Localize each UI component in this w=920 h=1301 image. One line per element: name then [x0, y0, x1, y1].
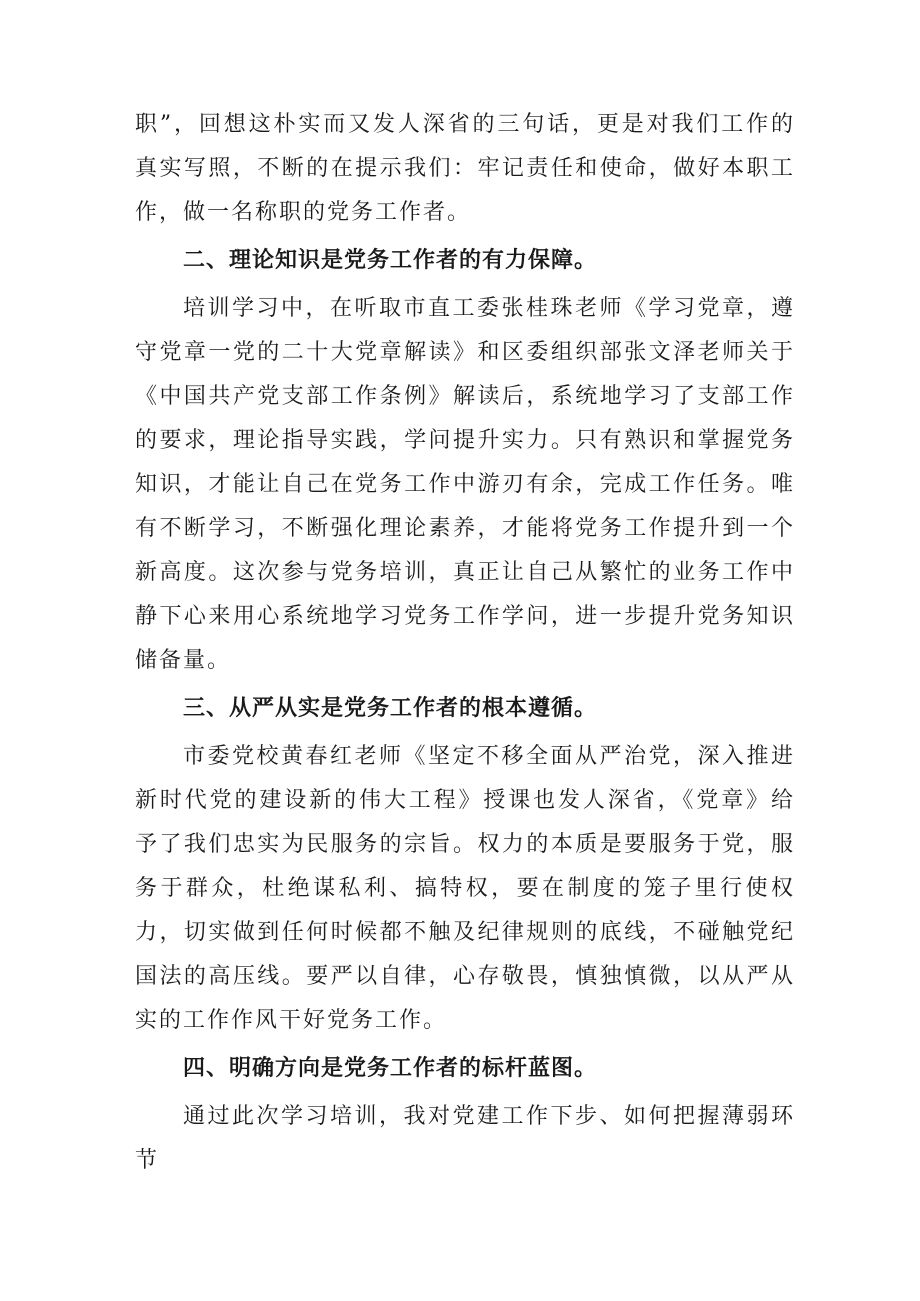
section-heading-3: 三、从严从实是党务工作者的根本遵循。: [183, 696, 598, 721]
paragraph-continuation: 职”，回想这朴实而又发人深省的三句话，更是对我们工作的真实写照，不断的在提示我们：牢记责任和使命，做好本职工作，做一名称职的党务工作者。: [135, 112, 795, 225]
paragraph-section-4: 通过此次学习培训，我对党建工作下步、如何把握薄弱环节: [135, 1104, 795, 1173]
document-page: [135, 103, 795, 1183]
section-heading-4: 四、明确方向是党务工作者的标杆蓝图。: [183, 1056, 598, 1081]
section-heading-2: 二、理论知识是党务工作者的有力保障。: [183, 248, 598, 273]
paragraph-section-3: 市委党校黄春红老师《坚定不移全面从严治党，深入推进新时代党的建设新的伟大工程》授课也发人深省，《党章》给予了我们忠实为民服务的宗旨。权力的本质是要服务于党，服务于群众，杜绝谋私利、搞特权，要在制度的笼子里行使权力，切实做到任何时候都不触及纪律规则的底线，不碰触党纪国法的高压线。要严以自律，心存敬畏，慎独慎微，以从严从实的工作作风干好党务工作。: [135, 744, 795, 1033]
paragraph-section-2: 培训学习中，在听取市直工委张桂珠老师《学习党章，遵守党章一党的二十大党章解读》和区委组织部张文泽老师关于《中国共产党支部工作条例》解读后，系统地学习了支部工作的要求，理论指导实践，学问提升实力。只有熟识和掌握党务知识，才能让自己在党务工作中游刃有余，完成工作任务。唯有不断学习，不断强化理论素养，才能将党务工作提升到一个新高度。这次参与党务培训，真正让自己从繁忙的业务工作中静下心来用心系统地学习党务工作学问，进一步提升党务知识储备量。: [135, 296, 795, 673]
